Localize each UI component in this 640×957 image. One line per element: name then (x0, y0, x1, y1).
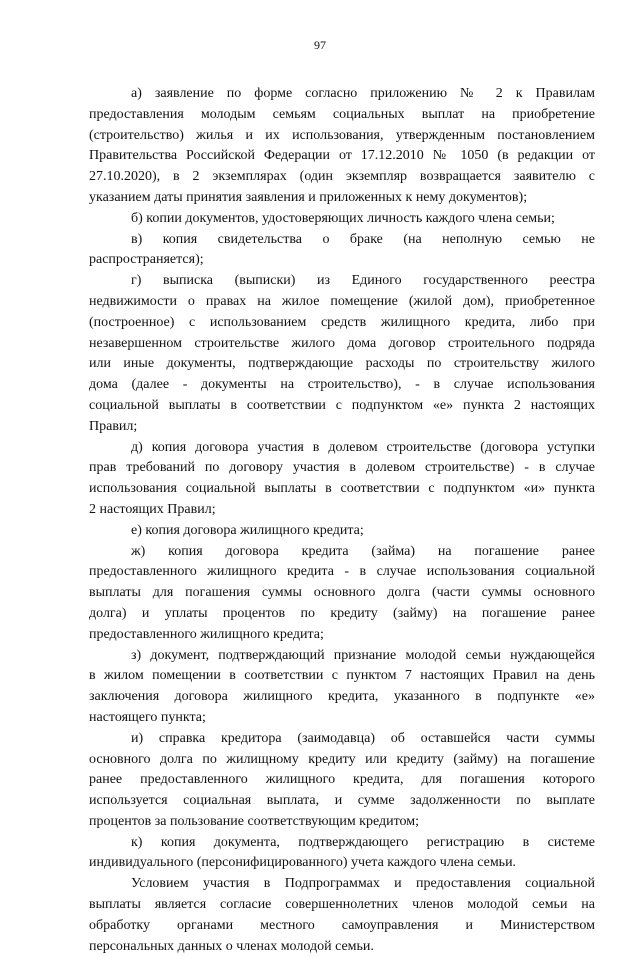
paragraph-k (89, 833, 595, 875)
paragraph-conclusion (89, 874, 595, 957)
paragraph-line: Условием участия в Подпрограммах и предоставления социальной (131, 876, 595, 892)
paragraph-line: 2 настоящих Правил; (89, 501, 216, 517)
document-body (89, 84, 595, 957)
paragraph-a (89, 84, 595, 209)
paragraph-line: настоящего пункта; (89, 709, 206, 725)
paragraph-line: (строительство) жилья и их использования, утвержденным постановлением (89, 127, 595, 143)
paragraph-line: дома (далее - документы на строительство), - в случае использования (89, 377, 595, 393)
paragraph-line: предоставленного жилищного кредита; (89, 626, 324, 642)
paragraph-line: з) документ, подтверждающий признание молодой семьи нуждающейся (131, 647, 595, 663)
paragraph-line: д) копия договора участия в долевом строительстве (договора уступки (131, 439, 595, 455)
paragraph-line: используется социальная выплата, и сумме задолженности по выплате (89, 793, 595, 809)
paragraph-line: или иные документы, подтверждающие расходы по строительству жилого (89, 356, 595, 372)
paragraph-line: в) копия свидетельства о браке (на неполную семью не (131, 231, 595, 247)
paragraph-v (89, 230, 595, 272)
paragraph-line: долга) и уплаты процентов по кредиту (займу) на погашение ранее (89, 605, 595, 621)
paragraph-b (89, 209, 595, 230)
paragraph-line: персональных данных о членах молодой семьи. (89, 938, 374, 954)
paragraph-line: основного долга по жилищному кредиту или кредиту (займу) на погашение (89, 751, 595, 767)
paragraph-line: ранее предоставленного жилищного кредита, для погашения которого (89, 772, 595, 788)
paragraph-line: а) заявление по форме согласно приложению № 2 к Правилам (131, 86, 595, 101)
paragraph-line: незавершенном строительстве жилого дома договор строительного подряда (89, 335, 595, 351)
paragraph-line: и) справка кредитора (заимодавца) об оставшейся части суммы (131, 730, 595, 746)
paragraph-line: Правительства Российской Федерации от 17.12.2010 № 1050 (в редакции от (89, 148, 595, 164)
paragraph-line: г) выписка (выписки) из Единого государственного реестра (131, 273, 595, 289)
paragraph-line: распространяется); (89, 252, 204, 268)
paragraph-line: ж) копия договора кредита (займа) на погашение ранее (131, 543, 595, 559)
paragraph-line: предоставления молодым семьям социальных выплат на приобретение (89, 106, 595, 122)
paragraph-g (89, 271, 595, 437)
paragraph-line: процентов за пользование соответствующим кредитом; (89, 813, 420, 829)
paragraph-line: указанием даты принятия заявления и приложенных к нему документов); (89, 189, 528, 205)
paragraph-zh (89, 542, 595, 646)
paragraph-d (89, 438, 595, 521)
paragraph-line: использования социальной выплаты в соответствии с подпунктом «и» пункта (89, 481, 595, 497)
paragraph-line: е) копия договора жилищного кредита; (131, 522, 364, 538)
paragraph-line: (построенное) с использованием средств жилищного кредита, либо при (89, 314, 595, 330)
paragraph-line: недвижимости о правах на жилое помещение (жилой дом), приобретенное (89, 293, 595, 309)
paragraph-line: обработку органами местного самоуправления и Министерством (89, 917, 595, 933)
page-number: 97 (314, 38, 326, 52)
paragraph-line: выплаты для погашения суммы основного долга (части суммы основного (89, 585, 595, 601)
paragraph-line: предоставленного жилищного кредита - в случае использования социальной (89, 564, 595, 580)
paragraph-z (89, 646, 595, 729)
paragraph-line: выплаты является согласие совершеннолетних членов молодой семьи на (89, 897, 595, 913)
paragraph-line: индивидуального (персонифицированного) учета каждого члена семьи. (89, 855, 517, 871)
paragraph-line: социальной выплаты в соответствии с подпунктом «е» пункта 2 настоящих (89, 397, 595, 413)
paragraph-line: б) копии документов, удостоверяющих личность каждого члена семьи; (131, 210, 555, 226)
paragraph-e (89, 521, 595, 542)
paragraph-i (89, 729, 595, 833)
paragraph-line: Правил; (89, 418, 138, 434)
paragraph-line: прав требований по договору участия в долевом строительстве) - в случае (89, 460, 595, 476)
paragraph-line: заключения договора жилищного кредита, указанного в подпункте «е» (89, 689, 595, 705)
paragraph-line: 27.10.2020), в 2 экземплярах (один экземпляр возвращается заявителю с (89, 169, 595, 185)
paragraph-line: в жилом помещении в соответствии с пунктом 7 настоящих Правил на день (89, 668, 595, 684)
paragraph-line: к) копия документа, подтверждающего регистрацию в системе (131, 834, 595, 850)
